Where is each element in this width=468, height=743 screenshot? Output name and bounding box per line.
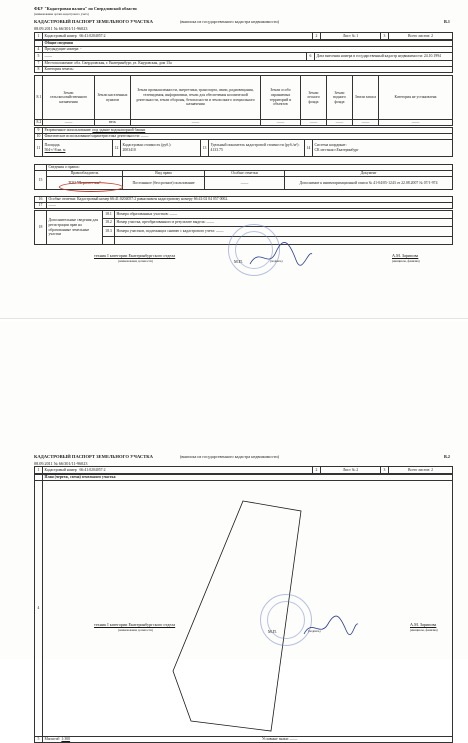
row-number: 1 bbox=[35, 467, 43, 474]
rights-header: Особые отметки bbox=[205, 171, 285, 177]
category-value: —— bbox=[379, 120, 453, 126]
transformed-parcel-value: —— bbox=[206, 220, 215, 225]
signer-name: А.М. Зарипова bbox=[392, 253, 419, 258]
row-number: 11 bbox=[35, 140, 43, 157]
signer-position: техник I категории Екатеринбургского отдела bbox=[94, 622, 176, 627]
cadastral-cost-value: 2003410 bbox=[122, 148, 136, 152]
cadastral-number-cell bbox=[43, 33, 313, 40]
legend-value: —— bbox=[289, 737, 298, 742]
category-header: Категория не установлена bbox=[379, 76, 453, 120]
sheet1-title: КАДАСТРОВЫЙ ПАСПОРТ ЗЕМЕЛЬНОГО УЧАСТКА bbox=[34, 19, 153, 24]
rights-holder: ТОО "Переплетчик" bbox=[47, 177, 123, 190]
row-number: 12 bbox=[113, 140, 121, 157]
form-code: В.1 bbox=[444, 19, 450, 24]
row-number: 4 bbox=[35, 47, 43, 53]
signer-sub: (подпись) bbox=[270, 259, 283, 263]
holder-highlight-oval bbox=[59, 182, 123, 192]
row-number: 9 bbox=[35, 128, 43, 134]
row-number: 5 bbox=[35, 53, 43, 61]
org-sub: (наименование органа кадастрового учета) bbox=[34, 12, 89, 16]
row-number: 2 bbox=[313, 467, 321, 474]
row-number: 10 bbox=[35, 134, 43, 140]
actual-use-label: Фактическое использование/характеристика деятельности: bbox=[44, 134, 140, 139]
row-number: 14 bbox=[305, 140, 313, 157]
general-info-heading: Общие сведения bbox=[43, 41, 453, 47]
scale-label: Масштаб bbox=[44, 737, 60, 742]
stamp-label: М.П. bbox=[234, 259, 243, 264]
notes-table bbox=[34, 196, 453, 209]
row-number: 4 bbox=[35, 481, 43, 737]
category-header: Земли промышленности, энергетики, транспорта, связи, радиовещания, телевидения, информатики, земли для обеспечения космической деятельности, земли обороны, безопасности и земли иного специального назначения bbox=[131, 76, 261, 120]
rights-type: Постоянное (бессрочное) пользование bbox=[123, 177, 205, 190]
permitted-use-label: Разрешенное использование: bbox=[44, 128, 92, 133]
plan-table bbox=[34, 474, 453, 743]
rights-header: Вид права bbox=[123, 171, 205, 177]
signer-name: А.М. Зарипова bbox=[410, 622, 437, 627]
removed-parcels-value: —— bbox=[215, 229, 224, 234]
row-number: 6 bbox=[307, 53, 315, 61]
date-number: 08.09.2011 № 66/301/11-96023 bbox=[34, 461, 88, 466]
row-number: 2 bbox=[313, 33, 321, 40]
passport-sheet-1 bbox=[0, 0, 468, 319]
rights-header: Документ bbox=[285, 171, 453, 177]
signer-name-sub: (инициалы, фамилия) bbox=[410, 628, 438, 632]
area-label: Площадь: bbox=[44, 143, 61, 148]
row-number: 18.1 bbox=[103, 211, 115, 219]
cadastral-number-label: Кадастровый номер bbox=[44, 467, 77, 472]
category-header: Земли лесного фонда bbox=[301, 76, 327, 120]
sheet2-title: КАДАСТРОВЫЙ ПАСПОРТ ЗЕМЕЛЬНОГО УЧАСТКА bbox=[34, 454, 153, 459]
sheet1-subtitle: (выписка из государственного кадастра недвижимости) bbox=[180, 19, 279, 24]
plan-label: План (чертеж, схема) земельного участка bbox=[43, 475, 453, 481]
rights-heading: Сведения о правах: bbox=[47, 165, 453, 171]
passport-sheet-2 bbox=[0, 322, 468, 742]
coordinate-system-label: Система координат: bbox=[314, 143, 347, 148]
coordinate-system-cell bbox=[313, 140, 453, 157]
coordinate-system-value: СК местная г.Екатеринбург bbox=[314, 148, 359, 152]
row-number: 13 bbox=[201, 140, 209, 157]
cadastral-cost-cell bbox=[121, 140, 201, 157]
category-value: —— bbox=[131, 120, 261, 126]
cadastral-number-value: 66:41:0204057:2 bbox=[79, 467, 106, 472]
formed-parcels-label: Номера образованных участков: bbox=[116, 212, 169, 217]
row17-value: —— bbox=[47, 203, 453, 209]
sheet-number: Лист № 1 bbox=[321, 33, 381, 40]
form-code: В.2 bbox=[444, 454, 450, 459]
row-number: 18.2 bbox=[103, 219, 115, 227]
row-number: 17 bbox=[35, 203, 47, 209]
removed-parcels-label: Номера участков, подлежащих снятию с кадастрового учета: bbox=[116, 229, 215, 234]
actual-use-value: —— bbox=[140, 134, 149, 139]
sheet2-subtitle: (выписка из государственного кадастра недвижимости) bbox=[180, 454, 279, 459]
previous-numbers: Предыдущие номера: - bbox=[43, 47, 453, 53]
sheet2-header-table bbox=[34, 466, 453, 474]
parcel-plan bbox=[43, 483, 451, 735]
rights-document: Дополнение к инвентаризационной описи № 41-04/05-1243 от 22.08.2007 № 07/1-974 bbox=[285, 177, 453, 190]
category-header: Земли сельскохозяйственного назначения bbox=[43, 76, 95, 120]
category-header: Земли запаса bbox=[353, 76, 379, 120]
category-header: Земли населенных пунктов bbox=[95, 76, 131, 120]
signature bbox=[246, 240, 316, 270]
row-number: 3 bbox=[381, 467, 389, 474]
sheets-total: Всего листов: 2 bbox=[389, 467, 453, 474]
row-number: 18 bbox=[35, 211, 47, 245]
row-number: 1 bbox=[35, 33, 43, 40]
plan-drawing-area bbox=[43, 481, 453, 737]
row-number: 3 bbox=[381, 33, 389, 40]
row-number: 7 bbox=[35, 61, 43, 67]
area-cell bbox=[43, 140, 113, 157]
sheet-number: Лист № 2 bbox=[321, 467, 381, 474]
permitted-use-value: под здание водонапорной башни bbox=[92, 128, 146, 133]
signer-position-sub: (наименование должности) bbox=[118, 259, 153, 263]
registration-info-label: Дополнительные сведения для регистрации прав на образованные земельные участки bbox=[47, 211, 103, 245]
row-number: 15 bbox=[35, 171, 47, 190]
signer-position: техник I категории Екатеринбургского отдела bbox=[94, 253, 176, 258]
category-value: весь bbox=[95, 120, 131, 126]
legend-label: Условные знаки: bbox=[261, 737, 289, 742]
unit-cost-value: 4133.75 bbox=[210, 148, 223, 152]
formed-parcels bbox=[115, 211, 453, 219]
row-number: 16 bbox=[35, 197, 47, 203]
unit-cost-label: Удельный показатель кадастровой стоимости (руб./м²): bbox=[210, 143, 300, 148]
special-notes: Особые отметки: Кадастровый номер 66:41:0204057:2 равнозначен кадастровому номеру 66:41:02 04 057 0002. bbox=[47, 197, 453, 203]
category-value: —— bbox=[327, 120, 353, 126]
row-number: 8.2 bbox=[36, 120, 42, 125]
date-entered: Дата внесения номера в государственный кадастр недвижимости: 24.10.1994 bbox=[315, 53, 453, 61]
location: Местоположение: обл. Свердловская, г. Екатеринбург, ул. Кнуровская, дом 13а bbox=[43, 61, 453, 67]
transformed-parcel-label: Номер участка, преобразованного в результате выдела: bbox=[116, 220, 206, 225]
category-value: —— bbox=[43, 120, 95, 126]
rights-note: —— bbox=[205, 177, 285, 190]
category-value: —— bbox=[261, 120, 301, 126]
row-number: 18.3 bbox=[103, 227, 115, 237]
scale-row bbox=[43, 737, 453, 743]
sheets-total: Всего листов: 2 bbox=[389, 33, 453, 40]
signature bbox=[300, 612, 360, 640]
formed-parcels-value: —— bbox=[169, 212, 178, 217]
area-value: 504+/-8 кв. м bbox=[44, 148, 66, 152]
category-value: —— bbox=[301, 120, 327, 126]
org-header: ФБУ "Кадастровая палата" по Свердловской области bbox=[34, 6, 137, 11]
removed-parcels bbox=[115, 227, 453, 237]
transformed-parcel bbox=[115, 219, 453, 227]
rights-header: Правообладатель bbox=[47, 171, 123, 177]
signer-position-sub: (наименование должности) bbox=[118, 628, 153, 632]
cadastral-number-cell bbox=[43, 467, 313, 474]
unit-cost-cell bbox=[209, 140, 305, 157]
scale-value: 1:300 bbox=[61, 737, 71, 742]
category-header: Земли особо охраняемых территорий и объектов bbox=[261, 76, 301, 120]
row5-value: —— bbox=[43, 53, 307, 61]
cadastral-cost-label: Кадастровая стоимость (руб.): bbox=[122, 143, 172, 148]
signer-sub: (подпись) bbox=[308, 629, 321, 633]
category-table bbox=[34, 75, 453, 126]
row-number: 8 bbox=[35, 67, 43, 73]
cadastral-number-value: 66:41:0204057:2 bbox=[79, 33, 106, 38]
category-header: Земли водного фонда bbox=[327, 76, 353, 120]
land-category-label: Категория земель: bbox=[43, 67, 453, 73]
category-value: —— bbox=[353, 120, 379, 126]
signer-name-sub: (инициалы, фамилия) bbox=[392, 259, 420, 263]
cadastral-number-label: Кадастровый номер bbox=[44, 33, 77, 38]
details-table bbox=[34, 127, 453, 157]
row-number: 8.1 bbox=[35, 76, 43, 120]
date-number: 08.09.2011 № 66/301/11-96023 bbox=[34, 26, 88, 31]
stamp-label: М.П. bbox=[268, 629, 277, 634]
main-table bbox=[34, 40, 453, 73]
row-number: 5 bbox=[35, 737, 43, 743]
header-table bbox=[34, 32, 453, 40]
